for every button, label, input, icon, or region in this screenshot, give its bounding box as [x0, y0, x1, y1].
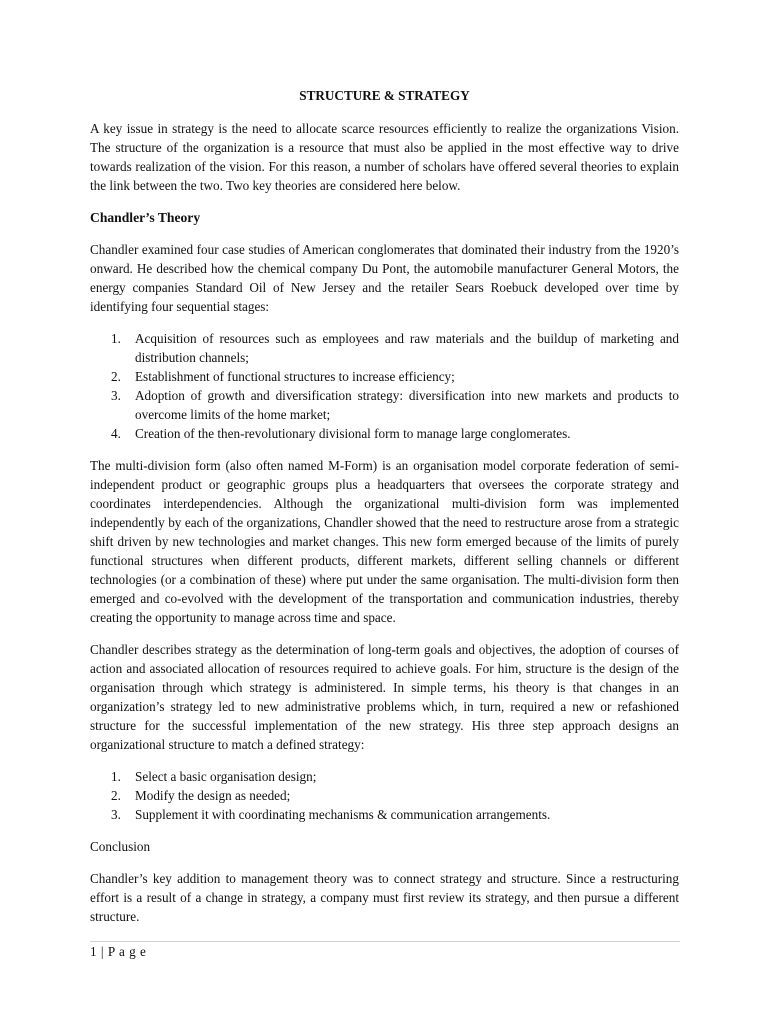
document-title: STRUCTURE & STRATEGY: [299, 88, 470, 103]
section-heading: Chandler’s Theory: [90, 210, 201, 225]
list-item-text: Acquisition of resources such as employees and raw materials and the buildup of marketing and distribution channels;: [135, 331, 679, 365]
chandler-paragraph-1: Chandler examined four case studies of American conglomerates that dominated their industry from the 1920’s onward. He described how the chemical company Du Pont, the automobile manufacturer General Motors, the energy companies Standard Oil of New Jersey and the retailer Sears Roebuck developed over time by identifying four sequential stages:: [90, 242, 679, 314]
list-item: [90, 786, 679, 805]
list-number: 2.: [111, 788, 121, 803]
footer-divider: [90, 941, 680, 942]
list-item-text: Adoption of growth and diversification strategy: diversification into new markets and products to overcome limits of the home market;: [135, 388, 679, 422]
list-item-text: Select a basic organisation design;: [135, 769, 317, 784]
list-item-text: Modify the design as needed;: [135, 788, 291, 803]
list-number: 2.: [111, 369, 121, 384]
conclusion-paragraph: Chandler’s key addition to management theory was to connect strategy and structure. Since a restructuring effort is a result of a change in strategy, a company must first review its strategy, and then pursue a different structure.: [90, 871, 679, 924]
list-item: [90, 805, 679, 824]
steps-list: [90, 767, 679, 824]
list-number: 4.: [111, 426, 121, 441]
list-number: 3.: [111, 388, 121, 403]
list-item: [90, 386, 679, 424]
page-number: 1 | P a g e: [90, 944, 147, 959]
list-item: [90, 424, 679, 443]
list-item-text: Creation of the then-revolutionary divisional form to manage large conglomerates.: [135, 426, 571, 441]
list-number: 1.: [111, 331, 121, 346]
list-item: [90, 767, 679, 786]
conclusion-heading: Conclusion: [90, 839, 151, 854]
list-number: 1.: [111, 769, 121, 784]
m-form-paragraph: The multi-division form (also often named M-Form) is an organisation model corporate federation of semi-independent product or geographic groups plus a headquarters that oversees the corporate strategy and coordinates interdependencies. Although the organizational multi-division form was implemented independently by each of the organizations, Chandler showed that the need to restructure arose from a strategic shift driven by new technologies and market changes. This new form emerged because of the limits of purely functional structures when different products, different markets, different selling channels or different technologies (or a combination of these) where put under the same organisation. The multi-division form then emerged and co-evolved with the development of the transportation and communication industries, thereby creating the opportunity to manage across time and space.: [90, 458, 679, 625]
intro-paragraph: A key issue in strategy is the need to allocate scarce resources efficiently to realize the organizations Vision. The structure of the organization is a resource that must also be applied in the most effective way to drive towards realization of the vision. For this reason, a number of scholars have offered several theories to explain the link between the two. Two key theories are considered here below.: [90, 121, 679, 193]
list-item-text: Supplement it with coordinating mechanisms & communication arrangements.: [135, 807, 551, 822]
list-item-text: Establishment of functional structures to increase efficiency;: [135, 369, 455, 384]
strategy-paragraph: Chandler describes strategy as the determination of long-term goals and objectives, the adoption of courses of action and associated allocation of resources required to achieve goals. For him, structure is the design of the organisation through which strategy is administered. In simple terms, his theory is that changes in an organization’s strategy led to new administrative problems which, in turn, required a new or refashioned structure for the successful implementation of the new strategy. His three step approach designs an organizational structure to match a defined strategy:: [90, 642, 679, 752]
list-item: [90, 329, 679, 367]
list-item: [90, 367, 679, 386]
stages-list: [90, 329, 679, 443]
document-page: [90, 86, 679, 939]
list-number: 3.: [111, 807, 121, 822]
